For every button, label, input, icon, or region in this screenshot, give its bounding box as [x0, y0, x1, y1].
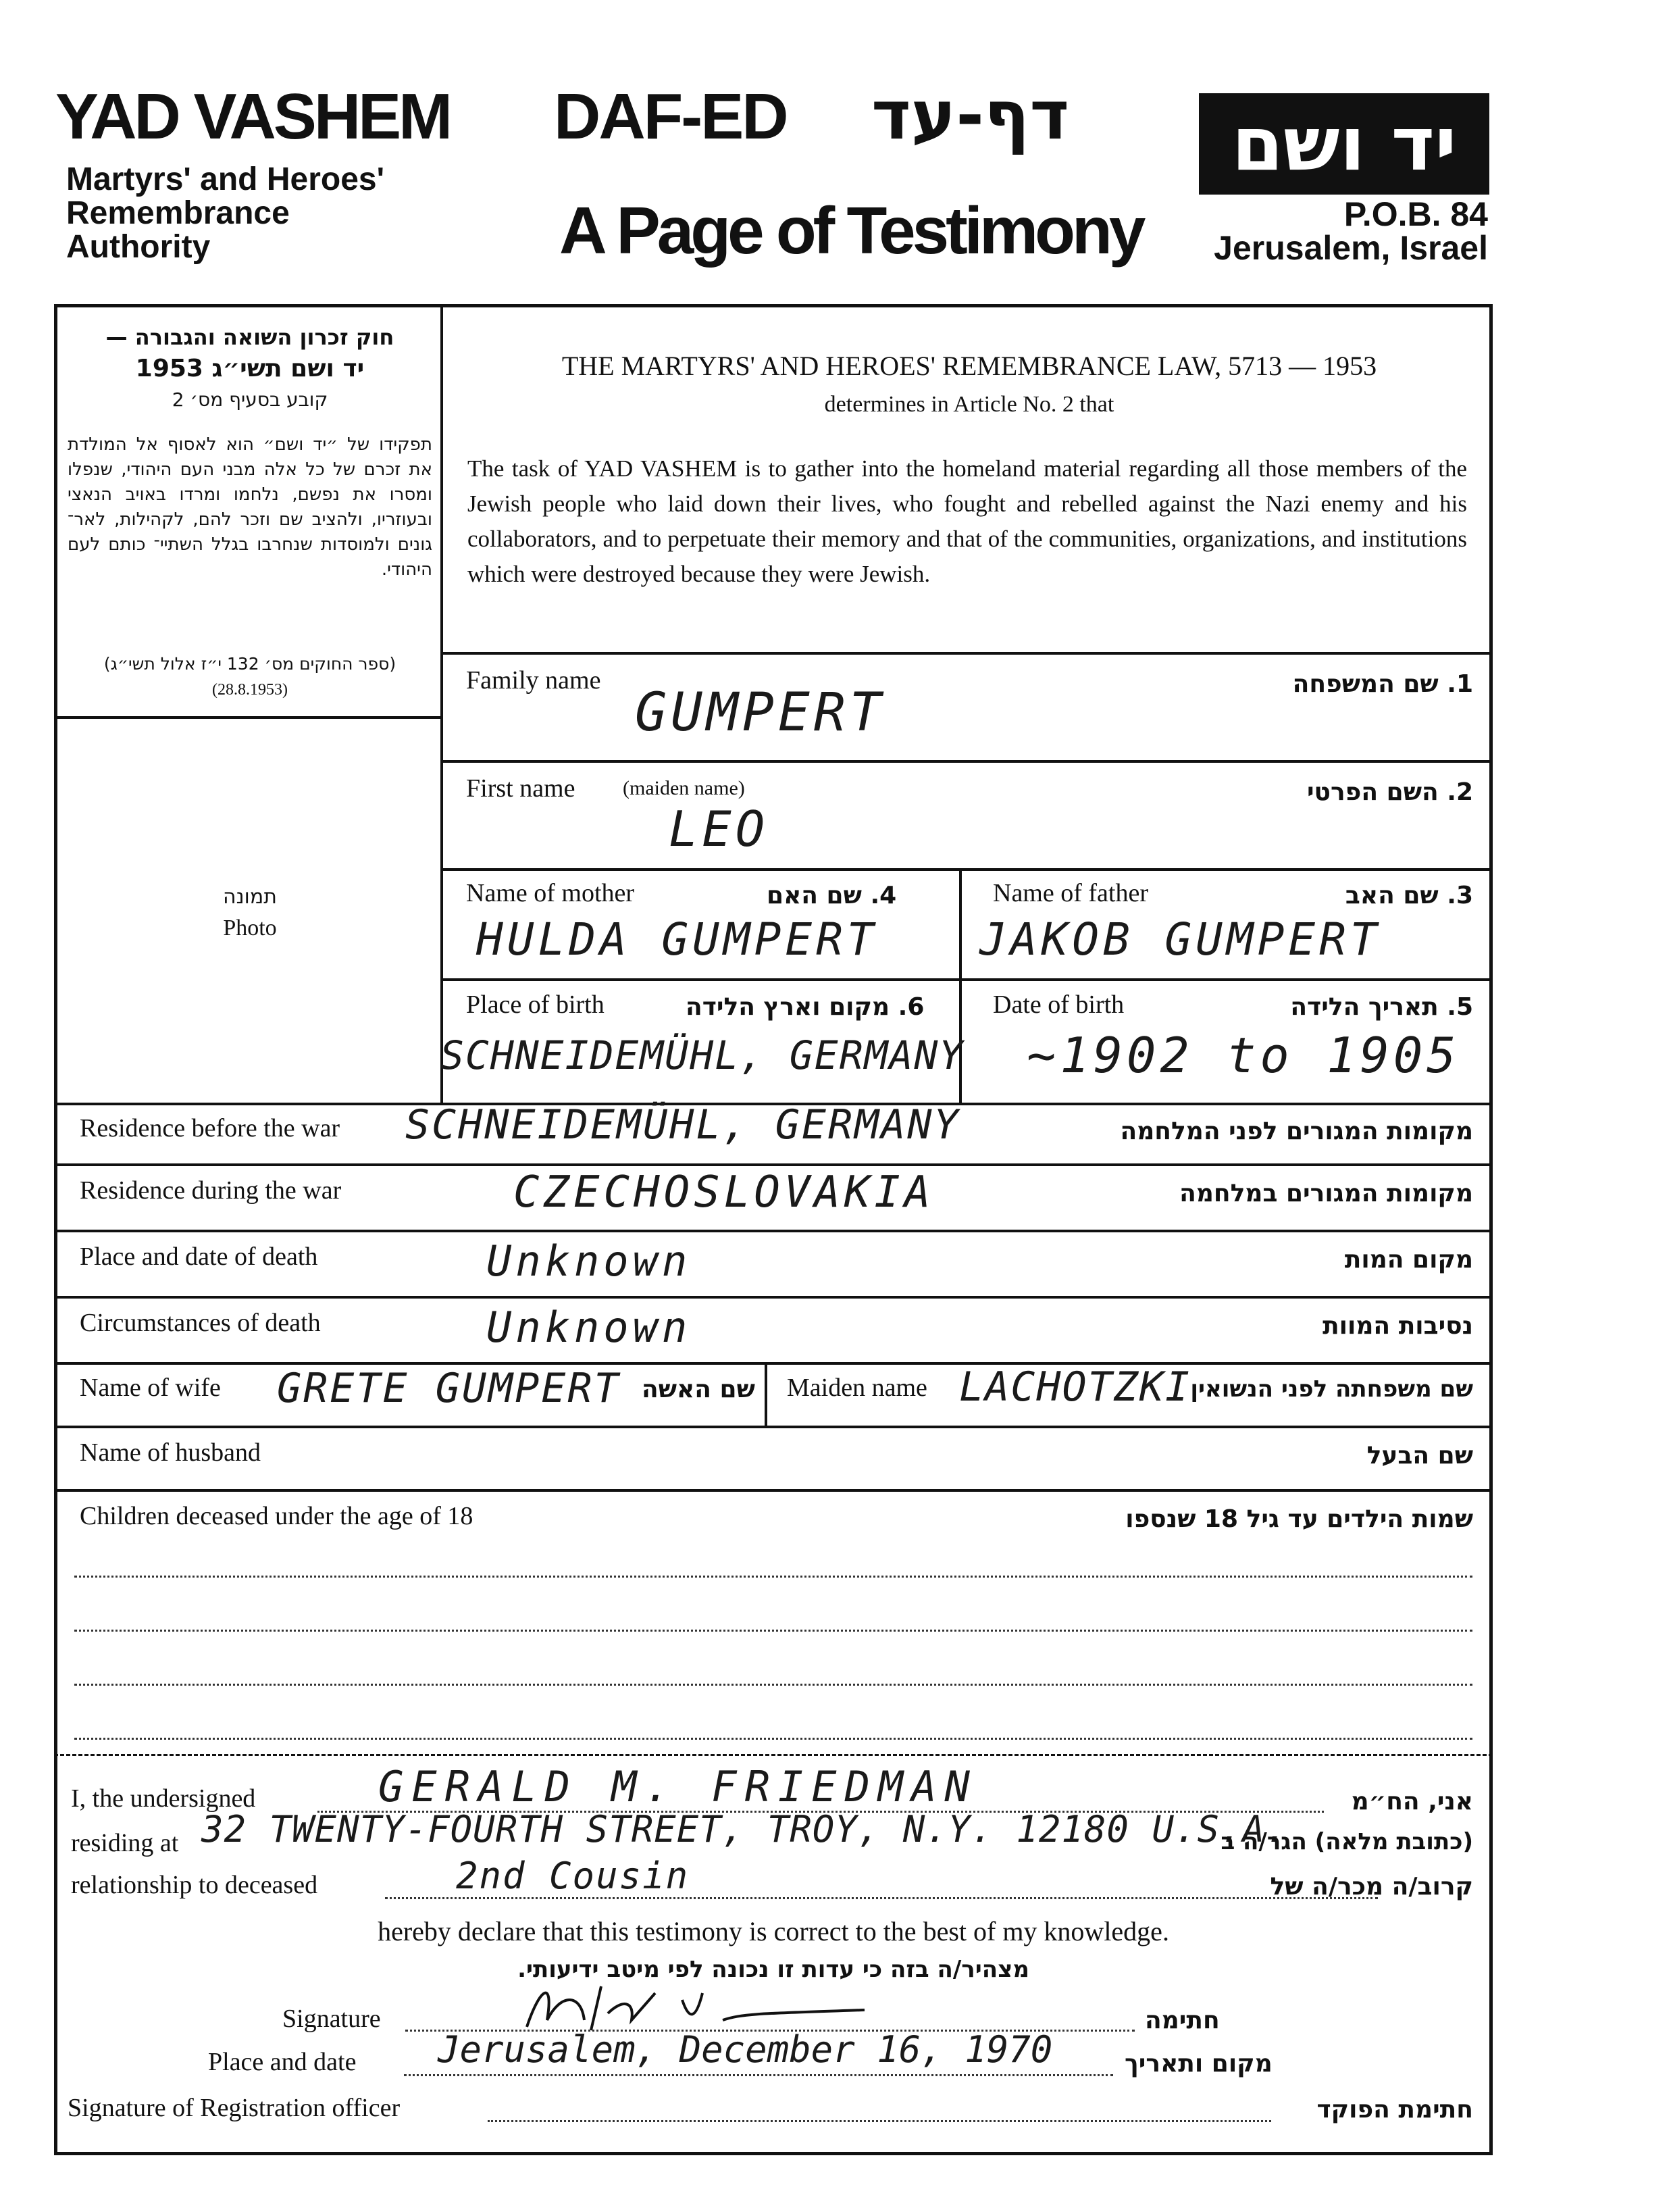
residing-value: 32 TWENTY-FOURTH STREET, TROY, N.Y. 12180 U.S.A.	[201, 1808, 1288, 1851]
law-hebrew-source: (ספר החוקים מס׳ 132 י״ז אלול תשי״ג)	[103, 654, 396, 674]
law-hebrew-body: תפקידו של ״יד ושם״ הוא לאסוף אל המולדת את זכרם של כל אלה מבני העם היהודי, שנפלו ומסרו את נפשם, נלחמו ומרדו באויב הנאצי ובעוזריו, ולהציב שם וזכר להם, לקהילות, לאר־ גונים ולמוסדות שנחרבו בגלל השתיי־ כותם לעם היהודי.	[68, 434, 432, 580]
row-line	[440, 868, 1493, 871]
law-hebrew-year: יד ושם תשי״ג 1953	[135, 355, 365, 382]
form-title: A Page of Testimony	[559, 193, 1143, 268]
org-name: YAD VASHEM	[55, 80, 451, 153]
father-name-label: Name of father	[993, 879, 1148, 907]
org-subtitle-1: Martyrs' and Heroes'	[66, 161, 384, 197]
row-line	[54, 1296, 1493, 1299]
residence-before-label: Residence before the war	[80, 1114, 340, 1142]
photo-label-hebrew: תמונה	[223, 885, 277, 909]
signature-label-hebrew: חתימה	[1145, 2007, 1220, 2034]
children-line	[74, 1684, 1472, 1686]
death-place-label: Place and date of death	[80, 1242, 318, 1271]
place-of-birth-value: SCHNEIDEMÜHL, GERMANY	[440, 1032, 965, 1078]
place-date-label: Place and date	[208, 2048, 357, 2076]
husband-name-label: Name of husband	[80, 1438, 261, 1467]
children-line	[74, 1738, 1472, 1740]
residing-label: residing at	[71, 1829, 179, 1857]
law-english-title: THE MARTYRS' AND HEROES' REMEMBRANCE LAW, 5713 — 1953	[561, 351, 1377, 381]
residing-label-hebrew: (כתובת מלאה) הגר/ה ב	[1221, 1828, 1473, 1855]
place-of-birth-label: Place of birth	[466, 990, 605, 1019]
declaration-statement: hereby declare that this testimony is correct to the best of my knowledge.	[378, 1916, 1169, 1946]
father-name-label-hebrew: 3. שם האב	[1345, 882, 1473, 909]
row-line	[54, 1426, 1493, 1428]
row-line	[440, 978, 1493, 981]
relationship-line	[385, 1897, 1378, 1899]
declaration-top-line	[54, 1754, 1493, 1756]
date-of-birth-value: ~1902 to 1905	[1027, 1027, 1460, 1084]
children-line	[74, 1576, 1472, 1578]
wife-name-label-hebrew: שם האשה	[642, 1376, 755, 1403]
law-hebrew-article: קובע בסעיף מס׳ 2	[172, 388, 328, 411]
wife-name-label: Name of wife	[80, 1374, 221, 1402]
left-column-divider	[440, 304, 443, 1105]
mother-name-value: HULDA GUMPERT	[476, 913, 878, 965]
relationship-label: relationship to deceased	[71, 1871, 318, 1899]
residence-during-label-hebrew: מקומות המגורים במלחמה	[1179, 1180, 1473, 1207]
org-subtitle-2: Remembrance	[66, 195, 290, 231]
first-name-value: LEO	[669, 801, 769, 857]
law-english-subtitle: determines in Article No. 2 that	[824, 392, 1114, 417]
father-name-value: JAKOB GUMPERT	[979, 913, 1381, 965]
registrar-signature-label-hebrew: חתימת הפוקד	[1316, 2096, 1473, 2123]
maiden-name-label-hebrew: שם משפחתה לפני הנשואין	[1190, 1376, 1473, 1403]
relationship-value: 2nd Cousin	[456, 1855, 690, 1897]
law-hebrew-date: (28.8.1953)	[212, 681, 288, 699]
law-hebrew-title: חוק זכרון השואה והגבורה —	[105, 324, 394, 350]
registrar-signature-line	[488, 2120, 1271, 2122]
undersigned-label-hebrew: אני, הח״מ	[1351, 1788, 1473, 1815]
law-box-bottom	[54, 716, 442, 719]
law-english-body: The task of YAD VASHEM is to gather into the homeland material regarding all those members of the Jewish people who laid down their lives, who fought and rebelled against the Nazi enemy and his collaborators, and to perpetuate their memory and that of the communities, organizations, and institutions which were destroyed because they were Jewish.	[467, 455, 1467, 587]
mother-name-label-hebrew: 4. שם האם	[767, 882, 897, 909]
death-place-label-hebrew: מקום המות	[1344, 1246, 1473, 1274]
residence-before-value: SCHNEIDEMÜHL, GERMANY	[405, 1101, 960, 1149]
city: Jerusalem, Israel	[1214, 229, 1488, 267]
children-label-hebrew: שמות הילדים עד גיל 18 שנספו	[1125, 1505, 1473, 1533]
place-of-birth-label-hebrew: 6. מקום וארץ הלידה	[686, 993, 925, 1021]
form-code-hebrew: דף-עד	[871, 76, 1070, 155]
declaration-statement-hebrew: מצהיר/ה בזה כי עדות זו נכונה לפי מיטב ידיעותי.	[517, 1956, 1029, 1983]
residence-before-label-hebrew: מקומות המגורים לפני המלחמה	[1120, 1117, 1473, 1145]
maiden-name-value: LACHOTZKI	[959, 1363, 1191, 1411]
row-line	[54, 1362, 1493, 1365]
death-circumstances-value: Unknown	[486, 1303, 692, 1352]
wife-name-value: GRETE GUMPERT	[277, 1365, 621, 1412]
place-date-label-hebrew: מקום ותאריך	[1125, 2050, 1273, 2078]
place-date-line	[404, 2074, 1113, 2076]
mother-name-label: Name of mother	[466, 879, 635, 907]
row-line	[54, 1489, 1493, 1492]
form-code: DAF-ED	[554, 80, 787, 153]
row-line	[440, 760, 1493, 763]
signature-label: Signature	[282, 2005, 381, 2033]
place-date-value: Jerusalem, December 16, 1970	[438, 2028, 1053, 2071]
children-label: Children deceased under the age of 18	[80, 1502, 473, 1530]
date-of-birth-label-hebrew: 5. תאריך הלידה	[1290, 993, 1473, 1021]
maiden-name-label: Maiden name	[787, 1374, 927, 1402]
relationship-label-hebrew: קרוב/ה מכר/ה של	[1270, 1873, 1473, 1901]
po-box: P.O.B. 84	[1343, 195, 1488, 233]
row-line	[440, 652, 1493, 655]
registrar-signature-label: Signature of Registration officer	[68, 2094, 401, 2122]
date-of-birth-label: Date of birth	[993, 990, 1125, 1019]
children-line	[74, 1630, 1472, 1632]
first-name-label-hebrew: 2. השם הפרטי	[1306, 778, 1473, 806]
first-name-note: (maiden name)	[623, 777, 745, 799]
col-line	[765, 1362, 767, 1426]
family-name-label-hebrew: 1. שם המשפחה	[1292, 670, 1473, 698]
death-circumstances-label: Circumstances of death	[80, 1309, 321, 1337]
family-name-value: GUMPERT	[635, 682, 885, 743]
death-place-value: Unknown	[486, 1236, 692, 1286]
row-line	[54, 1230, 1493, 1232]
photo-label: Photo	[223, 915, 277, 940]
undersigned-label: I, the undersigned	[71, 1784, 256, 1813]
first-name-label: First name	[466, 774, 575, 803]
org-subtitle-3: Authority	[66, 229, 211, 265]
yad-vashem-logo: יד ושם	[1199, 93, 1489, 195]
residence-during-value: CZECHOSLOVAKIA	[513, 1167, 935, 1217]
death-circumstances-label-hebrew: נסיבות המוות	[1323, 1312, 1473, 1340]
row-line	[54, 1163, 1493, 1166]
husband-name-label-hebrew: שם הבעל	[1366, 1442, 1473, 1469]
residence-during-label: Residence during the war	[80, 1176, 342, 1205]
family-name-label: Family name	[466, 666, 601, 695]
undersigned-value: GERALD M. FRIEDMAN	[378, 1762, 978, 1811]
